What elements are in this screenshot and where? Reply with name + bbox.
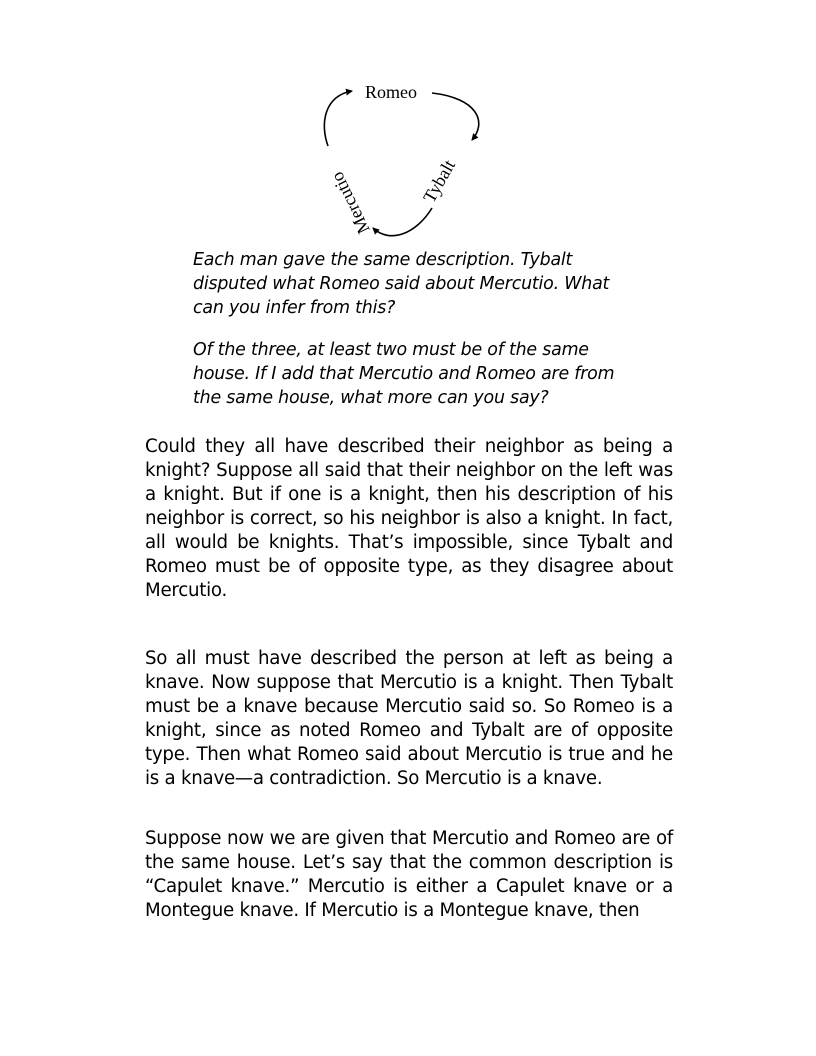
figure-caption-question: Each man gave the same description. Tybalt disputed what Romeo said about Mercutio. What can you infer from this? — [193, 250, 610, 318]
figure-caption-followup: Of the three, at least two must be of the same house. If I add that Mercutio and Romeo are from the same house, what more can you say? — [193, 340, 615, 408]
svg-text:Mercutio — [327, 169, 374, 237]
seating-diagram-svg — [316, 76, 492, 244]
label-tybalt: Tybalt — [419, 156, 460, 206]
arrow-tybalt-to-mercutio — [373, 208, 432, 236]
svg-text:Tybalt — [419, 156, 459, 206]
seating-diagram — [316, 76, 492, 244]
body-paragraph: Could they all have described their neighbor as being a knight? Suppose all said that their neighbor on the left was a knight. But if one is a knight, then his description of his neighbor is correct, so his neighbor is also a knight. In fact, all would be knights. That’s impossible, since Tybalt and Romeo must be of opposite type, as they disagree about Mercutio. — [145, 436, 673, 601]
body-paragraph: Suppose now we are given that Mercutio and Romeo are of the same house. Let’s say that the common description is “Capulet knave.” Mercutio is either a Capulet knave or a Montegue knave. If Mercutio is a Montegue knave, then — [145, 828, 673, 921]
arrow-mercutio-to-romeo — [324, 91, 352, 146]
label-romeo: Romeo — [365, 82, 417, 102]
arrow-romeo-to-tybalt — [432, 93, 479, 140]
label-mercutio: Mercutio — [326, 168, 374, 238]
body-paragraph: So all must have described the person at left as being a knave. Now suppose that Mercutio is a knight. Then Tybalt must be a knave because Mercutio said so. So Romeo is a knight, since as noted Romeo and Tybalt are of opposite type. Then what Romeo said about Mercutio is true and he is a knave—a contradiction. So Mercutio is a knave. — [145, 648, 673, 789]
